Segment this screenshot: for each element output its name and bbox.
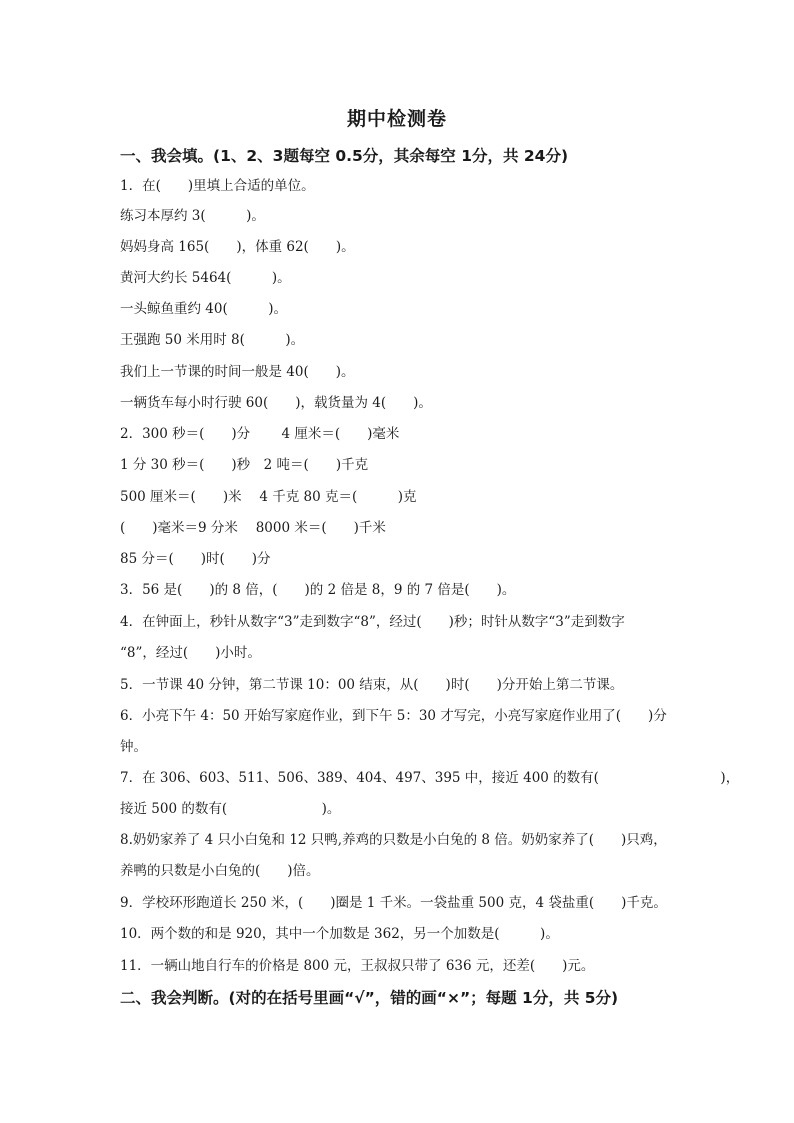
question-line: 1 分 30 秒＝( )秒 2 吨＝( )千克 bbox=[120, 457, 369, 473]
question-line: 8.奶奶家养了 4 只小白兔和 12 只鸭,养鸡的只数是小白兔的 8 倍。奶奶家养了( )只鸡， bbox=[120, 832, 667, 848]
question-line: ( )毫米＝9 分米 8000 米＝( )千米 bbox=[120, 520, 386, 536]
question-line: 王强跑 50 米用时 8( )。 bbox=[120, 332, 305, 348]
question-line: 11．一辆山地自行车的价格是 800 元，王叔叔只带了 636 元，还差( )元。 bbox=[120, 958, 595, 974]
section-2-heading: 二、我会判断。(对的在括号里画“√”，错的画“×”；每题 1分，共 5分) bbox=[120, 989, 619, 1007]
question-line: 1．在( )里填上合适的单位。 bbox=[120, 178, 315, 194]
question-line: 3．56 是( )的 8 倍，( )的 2 倍是 8，9 的 7 倍是( )。 bbox=[120, 582, 516, 598]
question-line: 85 分＝( )时( )分 bbox=[120, 551, 271, 567]
question-line: “8”，经过( )小时。 bbox=[120, 645, 261, 661]
question-line: 7．在 306、603、511、506、389、404、497、395 中，接近 400 的数有( )， bbox=[120, 770, 740, 786]
question-line: 接近 500 的数有( )。 bbox=[120, 801, 341, 817]
question-line: 练习本厚约 3( )。 bbox=[120, 208, 265, 224]
page-title: 期中检测卷 bbox=[346, 108, 447, 130]
question-line: 养鸭的只数是小白兔的( )倍。 bbox=[120, 863, 320, 879]
question-line: 黄河大约长 5464( )。 bbox=[120, 270, 291, 286]
question-line: 9．学校环形跑道长 250 米，( )圈是 1 千米。一袋盐重 500 克，4 袋盐重( )千克。 bbox=[120, 895, 667, 911]
question-line: 6．小亮下午 4：50 开始写家庭作业，到下午 5：30 才写完，小亮写家庭作业用了( )分 bbox=[120, 708, 667, 724]
question-line: 我们上一节课的时间一般是 40( )。 bbox=[120, 364, 355, 380]
section-1-heading: 一、我会填。(1、2、3题每空 0.5分，其余每空 1分，共 24分) bbox=[120, 147, 569, 165]
question-line: 妈妈身高 165( )，体重 62( )。 bbox=[120, 239, 355, 255]
question-line: 10．两个数的和是 920，其中一个加数是 362，另一个加数是( )。 bbox=[120, 926, 559, 942]
question-line: 2．300 秒＝( )分 4 厘米＝( )毫米 bbox=[120, 426, 400, 442]
question-line: 500 厘米＝( )米 4 千克 80 克＝( )克 bbox=[120, 489, 417, 505]
question-line: 4．在钟面上，秒针从数字“3”走到数字“8”，经过( )秒；时针从数字“3”走到数字 bbox=[120, 614, 625, 630]
question-line: 5．一节课 40 分钟，第二节课 10：00 结束，从( )时( )分开始上第二节课。 bbox=[120, 677, 624, 693]
question-line: 一头鲸鱼重约 40( )。 bbox=[120, 301, 288, 317]
question-line: 一辆货车每小时行驶 60( )，载货量为 4( )。 bbox=[120, 395, 432, 411]
question-line: 钟。 bbox=[120, 739, 147, 755]
